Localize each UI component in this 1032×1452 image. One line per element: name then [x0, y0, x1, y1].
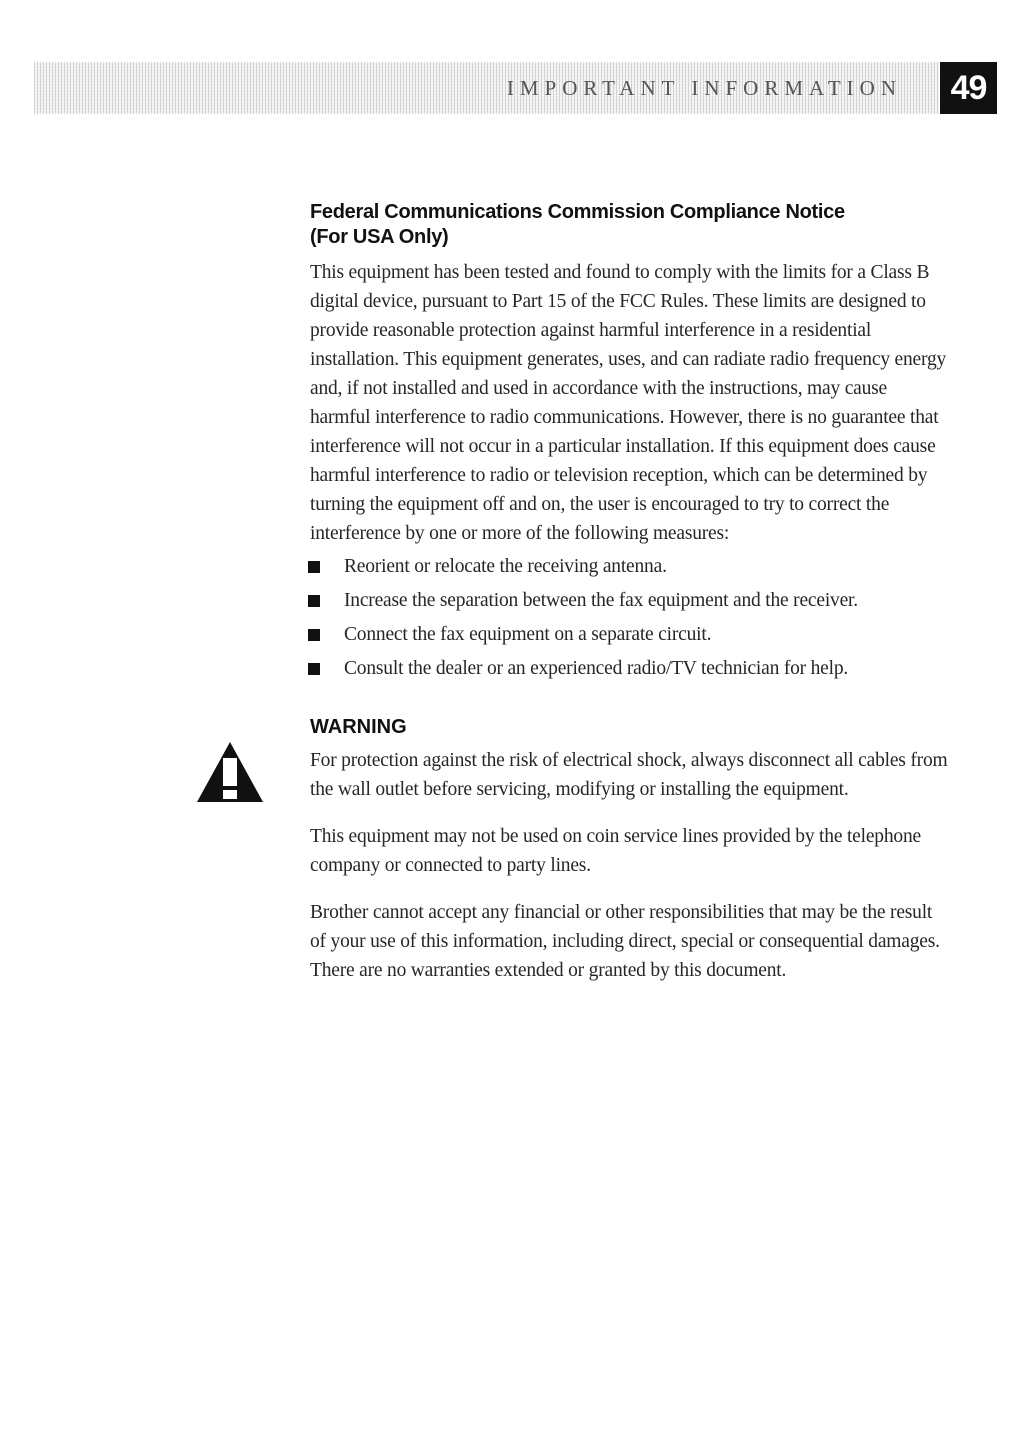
fcc-heading-line1: Federal Communications Commission Compliance Notice: [310, 201, 845, 223]
warning-body: For protection against the risk of electrical shock, always disconnect all cables from the wall outlet before servicing, modifying or installing the equipment.: [310, 750, 948, 800]
fcc-heading: [310, 200, 950, 250]
fcc-heading-line2: (For USA Only): [310, 226, 449, 248]
measure-text: Increase the separation between the fax equipment and the receiver.: [344, 590, 858, 611]
warning-heading: WARNING: [310, 716, 407, 738]
list-item: [308, 618, 950, 652]
bullet-square-icon: [308, 595, 320, 607]
measures-list: [310, 550, 950, 686]
page-content: [310, 200, 950, 985]
fcc-body: This equipment has been tested and found to comply with the limits for a Class B digital device, pursuant to Part 15 of the FCC Rules. These limits are designed to provide reasonable protection against harmful interference in a residential installation. This equipment generates, uses, and can radiate radio frequency energy and, if not installed and used in accordance with the instructions, may cause harmful interference to radio communications. However, there is no guarantee that interference will not occur in a particular installation. If this equipment does cause harmful interference to radio or television reception, which can be determined by turning the equipment off and on, the user is encouraged to try to correct the interference by one or more of the following measures:: [310, 262, 947, 544]
coin-service-paragraph: This equipment may not be used on coin service lines provided by the telephone company or connected to party lines.: [310, 826, 921, 876]
liability-paragraph: Brother cannot accept any financial or other responsibilities that may be the result of your use of this information, including direct, special or consequential damages. There are no warranties extended or granted by this document.: [310, 902, 940, 981]
measure-text: Reorient or relocate the receiving antenna.: [344, 556, 667, 577]
warning-triangle-icon: [195, 740, 265, 804]
bullet-square-icon: [308, 629, 320, 641]
measure-text: Connect the fax equipment on a separate circuit.: [344, 624, 712, 645]
measure-text: Consult the dealer or an experienced radio/TV technician for help.: [344, 658, 849, 679]
list-item: [308, 550, 950, 584]
chapter-title: IMPORTANT INFORMATION: [506, 76, 902, 100]
bullet-square-icon: [308, 663, 320, 675]
list-item: [308, 652, 950, 686]
page-number: 49: [940, 62, 997, 114]
list-item: [308, 584, 950, 618]
bullet-square-icon: [308, 561, 320, 573]
